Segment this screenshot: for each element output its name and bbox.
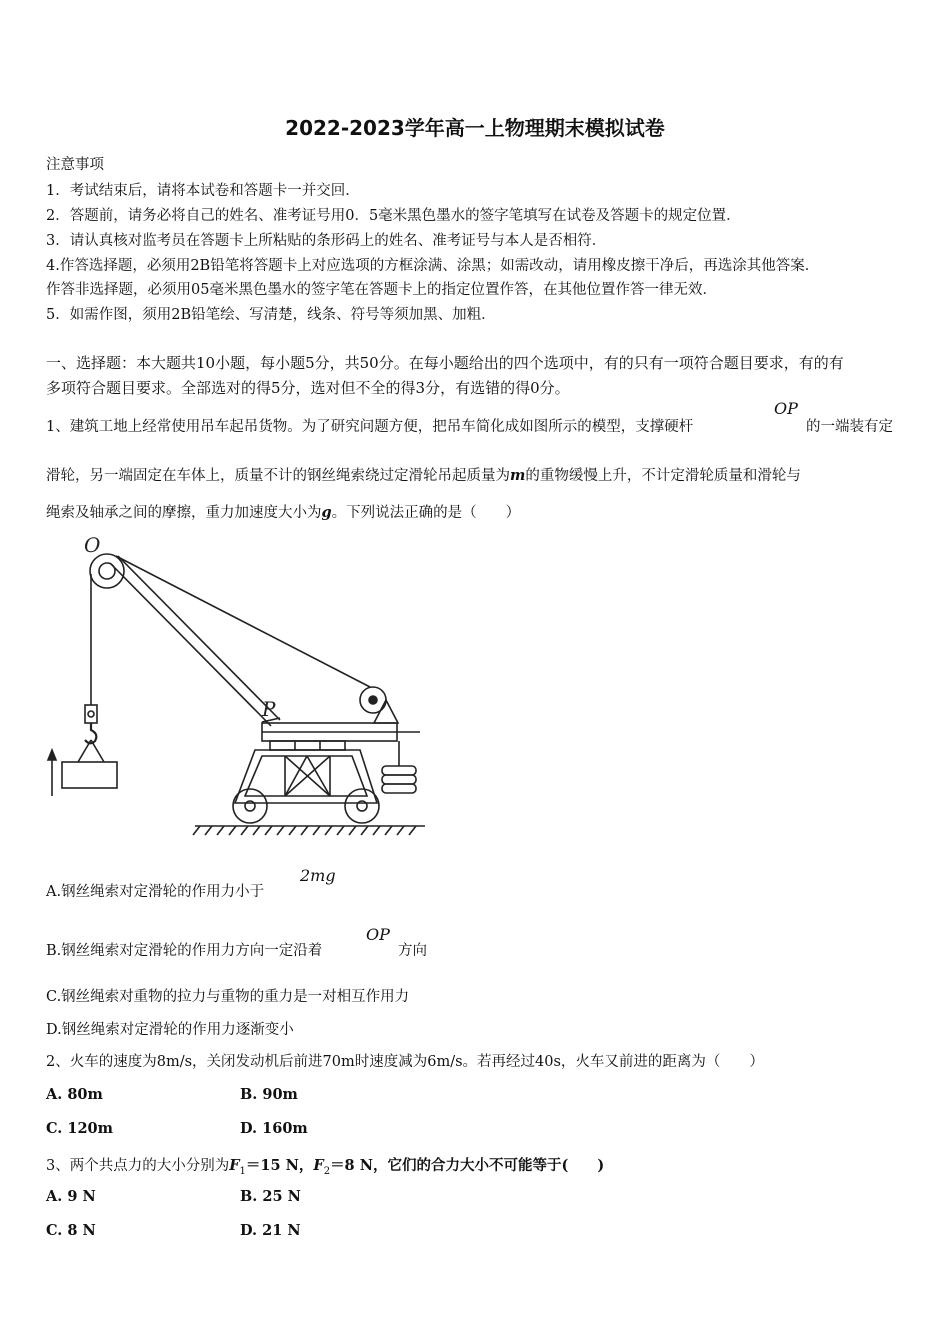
- note-item: 作答非选择题，必须用05毫米黑色墨水的签字笔在答题卡上的指定位置作答，在其他位置作答一律无效．: [46, 282, 717, 298]
- hook-block: [85, 705, 97, 723]
- q3-text: 3、两个共点力的大小分别为: [46, 1158, 230, 1174]
- q3-text: ＝15 N，: [245, 1157, 314, 1174]
- q3-option-a[interactable]: A. 9 N: [46, 1188, 96, 1205]
- q1-stem-line3: [46, 501, 520, 522]
- cable-back: [116, 556, 370, 687]
- q3-var-f1-sub: 1: [239, 1165, 246, 1177]
- up-arrow-head: [48, 750, 56, 760]
- q1-math-op: OP: [774, 399, 798, 418]
- notes-heading: 注意事项: [46, 157, 104, 173]
- q1-option-b-math: OP: [366, 925, 390, 944]
- note-item: 4.作答选择题，必须用2B铅笔将答题卡上对应选项的方框涂满、涂黑；如需改动，请用橡皮擦干净后，再选涂其他答案．: [46, 258, 820, 274]
- label-o: O: [84, 533, 101, 557]
- q1-option-b-tail: 方向: [398, 943, 427, 959]
- note-item: 3．请认真核对监考员在答题卡上所粘贴的条形码上的姓名、准考证号与本人是否相符．: [46, 233, 607, 249]
- turntable: [270, 741, 345, 750]
- q1-option-b[interactable]: B.钢丝绳索对定滑轮的作用力方向一定沿着: [46, 943, 323, 959]
- crane-figure: [40, 530, 430, 840]
- boom-op-edge: [110, 563, 271, 726]
- rear-pulley-axle: [369, 696, 377, 704]
- q1-text: 1、建筑工地上经常使用吊车起吊货物。为了研究问题方便，把吊车简化成如图所示的模型，支撑硬杆: [46, 419, 694, 435]
- q1-text: 。下列说法正确的是（ ）: [331, 505, 521, 521]
- q3-option-c[interactable]: C. 8 N: [46, 1222, 96, 1239]
- q2-option-a[interactable]: A. 80m: [46, 1086, 103, 1103]
- q1-option-a-math: 2mg: [300, 866, 336, 885]
- q1-option-d[interactable]: D.钢丝绳索对定滑轮的作用力逐渐变小: [46, 1022, 294, 1038]
- section-instructions: 一、选择题：本大题共10小题，每小题5分，共50分。在每小题给出的四个选项中，有的只有一项符合题目要求，有的有: [46, 354, 844, 372]
- q3-option-d[interactable]: D. 21 N: [240, 1222, 301, 1239]
- q3-stem: [46, 1154, 604, 1177]
- top-pulley-inner: [99, 563, 115, 579]
- boom-op-edge: [118, 556, 280, 720]
- note-item: 2．答题前，请务必将自己的姓名、准考证号用0．5毫米黑色墨水的签字笔填写在试卷及答题卡的规定位置．: [46, 208, 741, 224]
- q3-var-f2-sub: 2: [323, 1165, 331, 1177]
- q3-var-f2: F: [313, 1157, 324, 1174]
- q2-stem: 2、火车的速度为8m/s，关闭发动机后前进70m时速度减为6m/s。若再经过40s，火车又前进的距离为（ ）: [46, 1054, 764, 1070]
- q3-option-b[interactable]: B. 25 N: [240, 1188, 301, 1205]
- q1-stem-line1: [46, 415, 693, 436]
- counterweight: [382, 775, 416, 784]
- q1-var-g: g: [321, 504, 332, 521]
- q1-option-a[interactable]: A.钢丝绳索对定滑轮的作用力小于: [46, 884, 265, 900]
- counterweight: [382, 784, 416, 793]
- q1-var-m: m: [510, 467, 526, 484]
- ground-hatching: [193, 826, 416, 835]
- q1-stem-line2: [46, 464, 801, 485]
- q1-text-tail: 的一端装有定: [806, 419, 893, 435]
- section-instructions-cont: 多项符合题目要求。全部选对的得5分，选对但不全的得3分，有选错的得0分。: [46, 379, 570, 397]
- q1-text: 的重物缓慢上升，不计定滑轮质量和滑轮与: [525, 468, 801, 484]
- q2-option-d[interactable]: D. 160m: [240, 1120, 308, 1137]
- label-p: P: [262, 697, 276, 721]
- q1-text: 滑轮，另一端固定在车体上，质量不计的钢丝绳索绕过定滑轮吊起质量为: [46, 468, 510, 484]
- q1-text: 绳索及轴承之间的摩擦，重力加速度大小为: [46, 505, 322, 521]
- q2-option-c[interactable]: C. 120m: [46, 1120, 113, 1137]
- load-box: [62, 762, 117, 788]
- q1-option-c[interactable]: C.钢丝绳索对重物的拉力与重物的重力是一对相互作用力: [46, 989, 410, 1005]
- q2-option-b[interactable]: B. 90m: [240, 1086, 298, 1103]
- q3-var-f1: F: [229, 1157, 240, 1174]
- note-item: 1．考试结束后，请将本试卷和答题卡一并交回．: [46, 183, 360, 199]
- page-title: 2022-2023学年高一上物理期末模拟试卷: [285, 116, 665, 140]
- counterweight: [382, 766, 416, 775]
- hook-block-pin: [88, 711, 94, 717]
- note-item: 5．如需作图，须用2B铅笔绘、写清楚，线条、符号等须加黑、加粗．: [46, 307, 496, 323]
- q3-text: ＝8 N，它们的合力大小不可能等于( ): [330, 1157, 605, 1174]
- chassis-inner: [245, 756, 367, 796]
